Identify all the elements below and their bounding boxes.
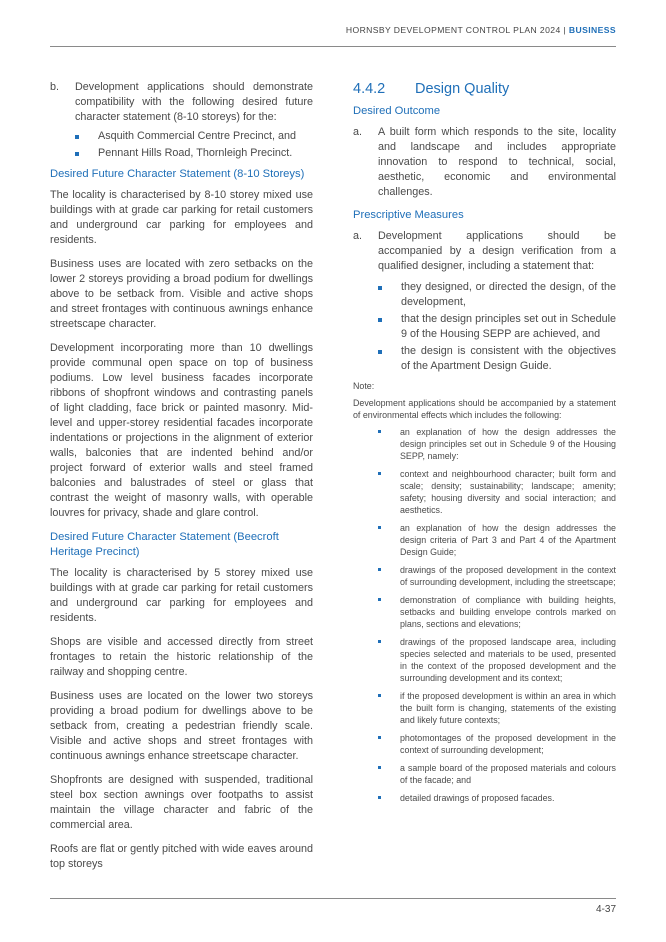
list-item: demonstration of compliance with building heights, setbacks and building envelope controls marked on plans, sections and elevations; [353, 594, 616, 630]
list-item: they designed, or directed the design, of the development, [353, 280, 616, 310]
running-header [346, 25, 616, 35]
note-list [353, 426, 616, 804]
square-bullet-icon [75, 135, 79, 139]
square-bullet-icon [378, 526, 381, 529]
square-bullet-icon [378, 736, 381, 739]
paragraph: Business uses are located on the lower two storeys providing a broad podium for dwellings above to be setback from, creating a pedestrian friendly scale. Visible and active shops and street frontages with continuous awnings enhance streetscape character. [50, 690, 313, 762]
list-item: that the design principles set out in Schedule 9 of the Housing SEPP are achieved, and [353, 312, 616, 342]
list-item: the design is consistent with the objectives of the Apartment Design Guide. [353, 344, 616, 374]
square-bullet-icon [378, 796, 381, 799]
footer-rule [50, 898, 616, 899]
section-title [353, 80, 616, 98]
desired-outcome-heading: Desired Outcome [353, 105, 441, 117]
section-title-text: Design Quality [415, 81, 510, 97]
square-bullet-icon [378, 568, 381, 571]
list-item: photomontages of the proposed development in the context of surrounding development; [353, 732, 616, 756]
item-letter: a. [353, 230, 363, 242]
list-item: drawings of the proposed landscape area, including species selected and materials to be used, presented in the context of the proposed development and the surrounding development and its context; [353, 636, 616, 684]
left-column [50, 80, 313, 881]
square-bullet-icon [378, 598, 381, 601]
paragraph: Shopfronts are designed with suspended, traditional steel box section awnings over footpaths to assist maintain the village character and fabric of the commercial area. [50, 774, 313, 831]
note-intro: Development applications should be accompanied by a statement of environmental effects which includes the following: [353, 398, 616, 420]
dfc-beecroft-heading: Desired Future Character Statement (Beecroft Heritage Precinct) [50, 531, 279, 558]
item-letter: a. [353, 126, 363, 138]
square-bullet-icon [378, 350, 382, 354]
list-item: detailed drawings of proposed facades. [353, 792, 616, 804]
prescriptive-item [353, 229, 616, 274]
item-b-text: Development applications should demonstrate compatibility with the following desired future character statement (8-10 storeys) for the: [75, 81, 313, 123]
dfc-8-10-heading: Desired Future Character Statement (8-10 Storeys) [50, 168, 305, 180]
paragraph: Development incorporating more than 10 dwellings provide communal open space on top of business podiums. Low level business facades incorporate ribbons of shopfront windows and contrasting panels of light cladding, face brick or painted masonry. Mid-level and upper-storey residential facades incorporate indentations or projections in the alignment of exterior walls, balconies that are indented behind and/or project forward of exterior walls and steel framed balconies and balustrades of steel or glass that contrast the weight of masonry walls, with operable louvres for privacy, shade and glare control. [50, 342, 313, 519]
square-bullet-icon [378, 430, 381, 433]
prescriptive-measures-heading: Prescriptive Measures [353, 209, 464, 221]
note-label: Note: [353, 381, 375, 391]
list-item: Asquith Commercial Centre Precinct, and [50, 129, 313, 144]
header-title: HORNSBY DEVELOPMENT CONTROL PLAN 2024 [345, 25, 561, 35]
item-text: A built form which responds to the site, locality and landscape and includes appropriate innovation to respond to technical, social, aesthetic, economic and environmental challenges. [378, 126, 616, 198]
square-bullet-icon [378, 766, 381, 769]
list-item: Pennant Hills Road, Thornleigh Precinct. [50, 146, 313, 161]
header-section: BUSINESS [568, 25, 616, 35]
square-bullet-icon [378, 640, 381, 643]
desired-outcome-item [353, 125, 616, 200]
list-item: if the proposed development is within an area in which the built form is changing, statements of the existing and likely future contexts; [353, 690, 616, 726]
list-item: drawings of the proposed development in the context of surrounding development, including the streetscape; [353, 564, 616, 588]
square-bullet-icon [378, 286, 382, 290]
paragraph: Roofs are flat or gently pitched with wide eaves around top storeys [50, 843, 313, 870]
list-item: an explanation of how the design addresses the design criteria of Part 3 and Part 4 of the Apartment Design Guide; [353, 522, 616, 558]
verification-list [353, 280, 616, 374]
square-bullet-icon [75, 152, 79, 156]
paragraph: Business uses are located with zero setbacks on the lower 2 storeys providing a broad podium for dwellings above to be setback from. Visible and active shops and street frontages with continuous awnings enhance streetscape character. [50, 258, 313, 330]
item-text: Development applications should be accompanied by a design verification from a qualified designer, including a statement that: [378, 230, 616, 272]
item-b-letter: b. [50, 81, 60, 93]
paragraph: The locality is characterised by 8-10 storey mixed use buildings with at grade car parking for retail customers and underground car parking for employees and residents. [50, 189, 313, 246]
item-b [50, 80, 313, 125]
header-rule [50, 46, 616, 47]
square-bullet-icon [378, 472, 381, 475]
list-item: an explanation of how the design addresses the design principles set out in Schedule 9 of the Housing SEPP, namely: [353, 426, 616, 462]
section-number: 4.4.2 [353, 81, 386, 97]
right-column [353, 80, 616, 810]
square-bullet-icon [378, 694, 381, 697]
square-bullet-icon [378, 318, 382, 322]
header-separator: | [563, 25, 567, 35]
list-item: context and neighbourhood character; built form and scale; density; sustainability; landscape; amenity; safety; housing diversity and social interaction; and aesthetics. [353, 468, 616, 516]
page-number: 4-37 [595, 904, 616, 915]
paragraph: Shops are visible and accessed directly from street frontages to retain the historic relationship of the railway and shopping centre. [50, 636, 313, 678]
precinct-list [50, 129, 313, 161]
list-item: a sample board of the proposed materials and colours of the facade; and [353, 762, 616, 786]
paragraph: The locality is characterised by 5 storey mixed use buildings with at grade car parking for retail customers and underground car parking for employees and residents. [50, 567, 313, 624]
